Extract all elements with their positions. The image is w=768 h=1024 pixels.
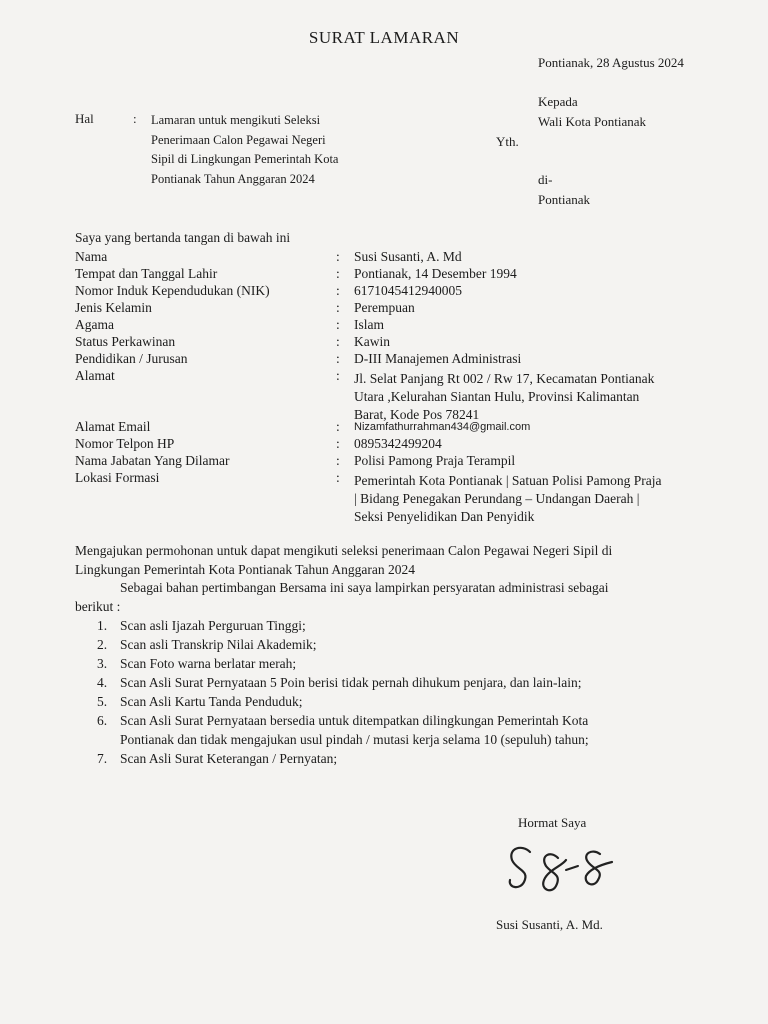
field-row-status xyxy=(75,334,715,352)
hal-line: Lamaran untuk mengikuti Seleksi xyxy=(151,113,321,127)
field-value: D-III Manajemen Administrasi xyxy=(354,351,522,366)
field-label: Nama Jabatan Yang Dilamar xyxy=(75,453,230,468)
field-colon: : xyxy=(336,266,340,281)
field-label: Agama xyxy=(75,317,114,332)
paragraph-line: Mengajukan permohonan untuk dapat mengikuti seleksi penerimaan Calon Pegawai Negeri Sipil di xyxy=(75,543,613,558)
field-value: Polisi Pamong Praja Terampil xyxy=(354,453,516,468)
paragraph-line: Lingkungan Pemerintah Kota Pontianak Tahun Anggaran 2024 xyxy=(75,562,415,577)
alamat-line: Utara ,Kelurahan Siantan Hulu, Provinsi Kalimantan xyxy=(354,389,640,404)
field-value: 0895342499204 xyxy=(354,436,442,451)
list-item xyxy=(75,616,589,635)
field-label: Lokasi Formasi xyxy=(75,470,160,485)
field-colon: : xyxy=(336,283,340,298)
field-colon: : xyxy=(336,453,340,468)
field-row-telpon xyxy=(75,436,715,454)
field-row-email xyxy=(75,419,715,437)
hal-label: Hal xyxy=(75,111,94,126)
list-item-text: Scan Asli Surat Pernyataan bersedia untuk ditempatkan dilingkungan Pemerintah Kota xyxy=(120,713,589,728)
hal-colon: : xyxy=(133,111,137,126)
field-label: Nomor Telpon HP xyxy=(75,436,175,451)
recipient-city: Pontianak xyxy=(538,192,590,207)
lokasi-line: Seksi Penyelidikan Dan Penyidik xyxy=(354,509,535,524)
lokasi-value xyxy=(354,472,662,526)
field-label: Nomor Induk Kependudukan (NIK) xyxy=(75,283,270,298)
list-item xyxy=(75,635,589,654)
signature-icon xyxy=(500,840,630,902)
list-item-number: 6. xyxy=(97,713,108,728)
list-item-number: 3. xyxy=(97,656,108,671)
list-item-text: Scan Asli Surat Keterangan / Pernyatan; xyxy=(120,751,338,766)
field-value: Islam xyxy=(354,317,384,332)
recipient-di: di- xyxy=(538,172,553,187)
alamat-line: Barat, Kode Pos 78241 xyxy=(354,407,480,422)
list-item xyxy=(75,749,589,768)
field-colon: : xyxy=(336,317,340,332)
recipient-yth: Yth. xyxy=(496,134,519,149)
list-item-text: Scan asli Transkrip Nilai Akademik; xyxy=(120,637,317,652)
attachment-paragraph xyxy=(75,578,715,616)
list-item-number: 4. xyxy=(97,675,108,690)
list-item-text: Scan Asli Surat Pernyataan 5 Poin berisi tidak pernah dihukum penjara, dan lain-lain; xyxy=(120,675,582,690)
field-value: 6171045412940005 xyxy=(354,283,462,298)
hal-line: Sipil di Lingkungan Pemerintah Kota xyxy=(151,152,339,166)
alamat-line: Jl. Selat Panjang Rt 002 / Rw 17, Kecamatan Pontianak xyxy=(354,371,655,386)
field-row-nik xyxy=(75,283,715,301)
paragraph-line: Sebagai bahan pertimbangan Bersama ini saya lampirkan persyaratan administrasi sebagai xyxy=(120,580,609,595)
hal-line: Pontianak Tahun Anggaran 2024 xyxy=(151,171,315,186)
list-item-text: Scan Asli Kartu Tanda Penduduk; xyxy=(120,694,303,709)
list-item xyxy=(75,711,589,749)
field-colon: : xyxy=(336,351,340,366)
closing-text: Hormat Saya xyxy=(518,815,587,830)
field-label: Pendidikan / Jurusan xyxy=(75,351,188,366)
field-colon: : xyxy=(336,249,340,264)
hal-subject xyxy=(151,111,338,189)
recipient-kepada: Kepada xyxy=(538,94,578,109)
list-item-number: 7. xyxy=(97,751,108,766)
alamat-value xyxy=(354,370,654,424)
list-item-number: 2. xyxy=(97,637,108,652)
intro-text: Saya yang bertanda tangan di bawah ini xyxy=(75,230,291,245)
field-colon: : xyxy=(336,436,340,451)
field-colon: : xyxy=(336,300,340,315)
field-label: Status Perkawinan xyxy=(75,334,176,349)
place-date: Pontianak, 28 Agustus 2024 xyxy=(538,55,684,70)
field-colon: : xyxy=(336,368,340,383)
field-row-jenis-kelamin xyxy=(75,300,715,318)
list-item-text: Scan Foto warna berlatar merah; xyxy=(120,656,297,671)
field-row-nama xyxy=(75,249,715,267)
recipient-name: Wali Kota Pontianak xyxy=(538,114,646,129)
field-value: Susi Susanti, A. Md xyxy=(354,249,462,264)
email-value: Nizamfathurrahman434@gmail.com xyxy=(354,421,531,433)
signer-name: Susi Susanti, A. Md. xyxy=(496,917,603,932)
field-row-agama xyxy=(75,317,715,335)
field-row-jabatan xyxy=(75,453,715,471)
field-colon: : xyxy=(336,470,340,485)
field-value: Kawin xyxy=(354,334,390,349)
list-item-number: 1. xyxy=(97,618,108,633)
field-value: Perempuan xyxy=(354,300,415,315)
field-label: Alamat xyxy=(75,368,115,383)
hal-line: Penerimaan Calon Pegawai Negeri xyxy=(151,132,326,147)
list-item-number: 5. xyxy=(97,694,108,709)
lokasi-line: | Bidang Penegakan Perundang – Undangan Daerah | xyxy=(354,491,640,506)
lokasi-line: Pemerintah Kota Pontianak | Satuan Polisi Pamong Praja xyxy=(354,473,662,488)
field-label: Nama xyxy=(75,249,108,264)
requirements-list xyxy=(75,616,589,768)
list-item-text: Pontianak dan tidak mengajukan usul pindah / mutasi kerja selama 10 (sepuluh) tahun; xyxy=(120,732,589,747)
list-item xyxy=(75,654,589,673)
list-item-text: Scan asli Ijazah Perguruan Tinggi; xyxy=(120,618,306,633)
application-paragraph xyxy=(75,541,715,579)
paragraph-line: berikut : xyxy=(75,599,121,614)
field-row-pendidikan xyxy=(75,351,715,369)
field-label: Jenis Kelamin xyxy=(75,300,152,315)
field-label: Tempat dan Tanggal Lahir xyxy=(75,266,218,281)
list-item xyxy=(75,692,589,711)
list-item xyxy=(75,673,589,692)
field-row-ttl xyxy=(75,266,715,284)
field-colon: : xyxy=(336,419,340,434)
field-label: Alamat Email xyxy=(75,419,151,434)
field-colon: : xyxy=(336,334,340,349)
letter-title: SURAT LAMARAN xyxy=(308,28,460,47)
field-value: Pontianak, 14 Desember 1994 xyxy=(354,266,517,281)
